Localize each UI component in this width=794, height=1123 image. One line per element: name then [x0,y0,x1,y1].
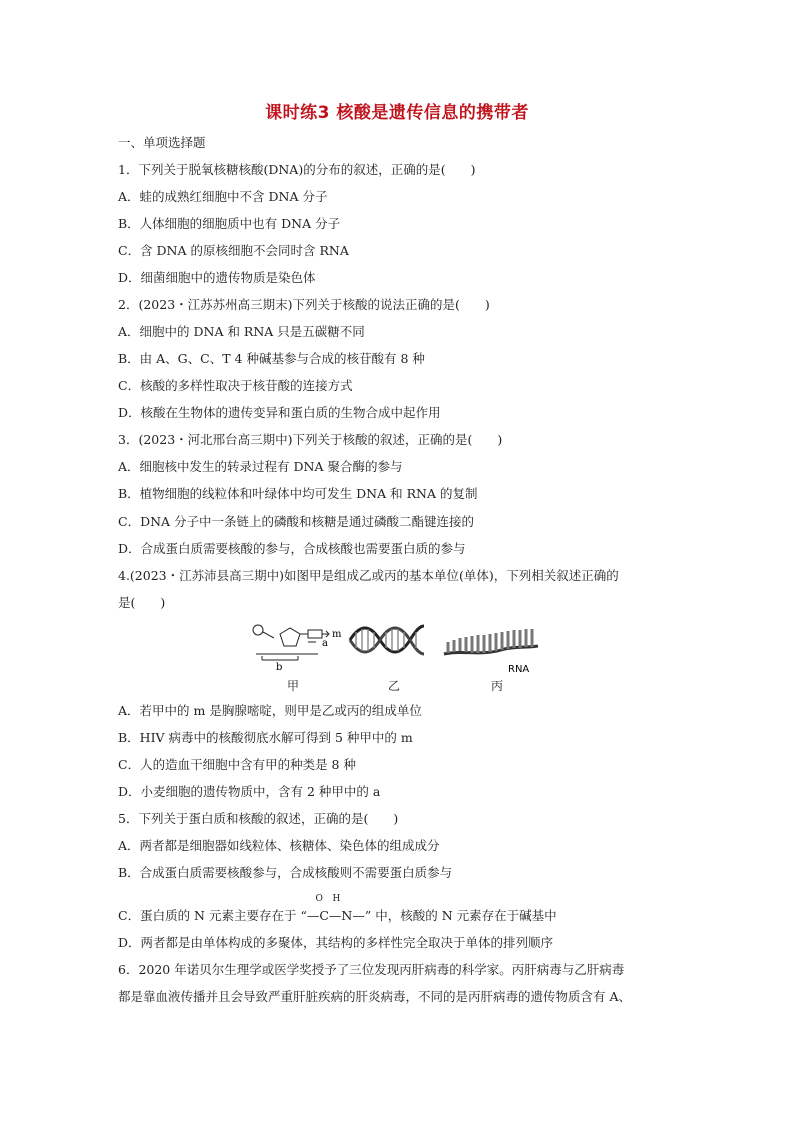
question-3-option-b: B．植物细胞的线粒体和叶绿体中均可发生 DNA 和 RNA 的复制 [118,486,478,501]
caption-jia: 甲 [287,679,300,693]
question-4-option-a: A．若甲中的 m 是胸腺嘧啶，则甲是乙或丙的组成单位 [118,703,422,718]
question-3-option-a: A．细胞核中发生的转录过程有 DNA 聚合酶的参与 [118,459,403,474]
label-m: m [332,629,342,640]
question-6-stem-continued: 都是靠血液传播并且会导致严重肝脏疾病的肝炎病毒，不同的是丙肝病毒的遗传物质含有 A、 [118,989,632,1004]
question-2-stem: 2．(2023・江苏苏州高三期末)下列关于核酸的说法正确的是( ) [118,297,490,312]
label-b: b [276,662,283,673]
section-heading: 一、单项选择题 [118,135,206,150]
question-5-option-c [118,894,557,924]
label-rna: RNA [508,664,530,675]
caption-yi: 乙 [388,679,401,693]
question-2-option-b: B．由 A、G、C、T 4 种碱基参与合成的核苷酸有 8 种 [118,351,425,366]
page-title: 课时练3 核酸是遗传信息的携带者 [265,103,529,123]
question-5-stem: 5．下列关于蛋白质和核酸的叙述，正确的是( ) [118,811,399,826]
question-6-stem: 6．2020 年诺贝尔生理学或医学奖授予了三位发现丙肝病毒的科学家。丙肝病毒与乙肝病毒 [118,962,625,977]
question-4-stem-continued: 是( ) [118,595,166,610]
question-4-option-d: D．小麦细胞的遗传物质中，含有 2 种甲中的 a [118,784,381,799]
formula-o: O [315,894,323,904]
label-a: a [322,638,328,649]
nucleotide-diagram [253,625,329,660]
question-4-option-b: B．HIV 病毒中的核酸彻底水解可得到 5 种甲中的 m [118,730,413,745]
question-2-option-a: A．细胞中的 DNA 和 RNA 只是五碳糖不同 [118,324,365,339]
question-1-stem: 1．下列关于脱氧核糖核酸(DNA)的分布的叙述，正确的是( ) [118,162,476,177]
dna-double-helix [350,626,424,654]
peptide-bond-formula [300,894,372,924]
question-3-option-d: D．合成蛋白质需要核酸的参与，合成核酸也需要蛋白质的参与 [118,541,466,556]
option-c-suffix: 中，核酸的 N 元素存在于碱基中 [375,908,557,923]
question-3-stem: 3．(2023・河北邢台高三期中)下列关于核酸的叙述，正确的是( ) [118,432,503,447]
question-2-option-d: D．核酸在生物体的遗传变异和蛋白质的生物合成中起作用 [118,405,441,420]
rna-single-strand [444,629,538,654]
question-1-option-c: C．含 DNA 的原核细胞不会同时含 RNA [118,243,349,258]
option-c-prefix: C．蛋白质的 N 元素主要存在于 [118,908,297,923]
question-1-option-d: D．细菌细胞中的遗传物质是染色体 [118,270,316,285]
question-3-option-c: C．DNA 分子中一条链上的磷酸和核糖是通过磷酸二酯键连接的 [118,514,475,529]
question-2-option-c: C．核酸的多样性取决于核苷酸的连接方式 [118,378,353,393]
question-5-option-a: A．两者都是细胞器如线粒体、核糖体、染色体的组成成分 [118,838,440,853]
formula-main: “—C—N—” [300,908,372,923]
question-5-option-d: D．两者都是由单体构成的多聚体，其结构的多样性完全取决于单体的排列顺序 [118,935,554,950]
question-4-option-c: C．人的造血干细胞中含有甲的种类是 8 种 [118,757,356,772]
question-4-stem: 4.(2023・江苏沛县高三期中)如图甲是组成乙或丙的基本单位(单体)，下列相关叙述正确的 [118,568,619,583]
caption-bing: 丙 [491,679,504,693]
question-5-option-b: B．合成蛋白质需要核酸参与，合成核酸则不需要蛋白质参与 [118,865,453,880]
question-1-option-b: B．人体细胞的细胞质中也有 DNA 分子 [118,216,341,231]
formula-h: H [332,894,341,904]
question-1-option-a: A．蛙的成熟红细胞中不含 DNA 分子 [118,189,328,204]
